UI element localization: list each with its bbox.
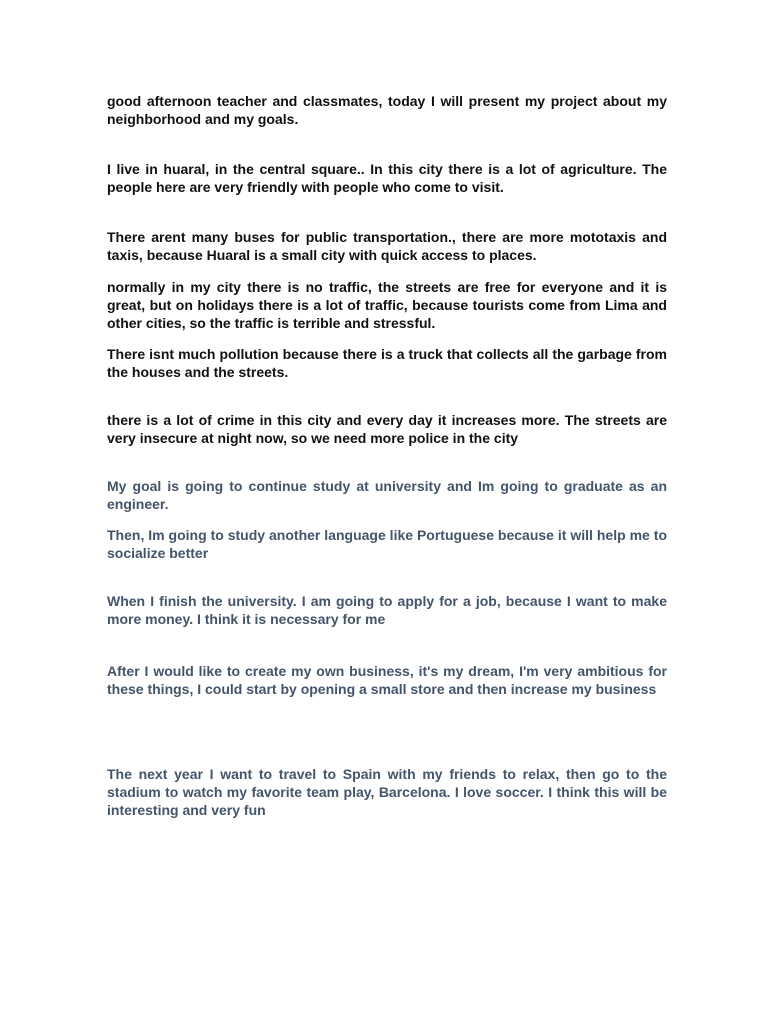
location-paragraph: I live in huaral, in the central square.. In this city there is a lot of agriculture. The people here are very friendly with people who come to visit. bbox=[107, 161, 667, 195]
goal-travel-paragraph: The next year I want to travel to Spain with my friends to relax, then go to the stadium to watch my favorite team play, Barcelona. I love soccer. I think this will be interesting and very fun bbox=[107, 766, 667, 818]
goal-language-paragraph: Then, Im going to study another language like Portuguese because it will help me to socialize better bbox=[107, 527, 667, 561]
traffic-paragraph: normally in my city there is no traffic, the streets are free for everyone and it is great, but on holidays there is a lot of traffic, because tourists come from Lima and other cities, so the traffic is terrible and stressful. bbox=[107, 279, 667, 331]
goal-study-paragraph: My goal is going to continue study at university and Im going to graduate as an engineer. bbox=[107, 478, 667, 512]
crime-paragraph: there is a lot of crime in this city and every day it increases more. The streets are very insecure at night now, so we need more police in the city bbox=[107, 412, 667, 446]
intro-paragraph: good afternoon teacher and classmates, today I will present my project about my neighborhood and my goals. bbox=[107, 93, 667, 127]
pollution-paragraph: There isnt much pollution because there is a truck that collects all the garbage from the houses and the streets. bbox=[107, 346, 667, 380]
goal-business-paragraph: After I would like to create my own business, it's my dream, I'm very ambitious for these things, I could start by opening a small store and then increase my business bbox=[107, 663, 667, 697]
transport-paragraph: There arent many buses for public transportation., there are more mototaxis and taxis, because Huaral is a small city with quick access to places. bbox=[107, 229, 667, 263]
goal-job-paragraph: When I finish the university. I am going to apply for a job, because I want to make more money. I think it is necessary for me bbox=[107, 593, 667, 627]
